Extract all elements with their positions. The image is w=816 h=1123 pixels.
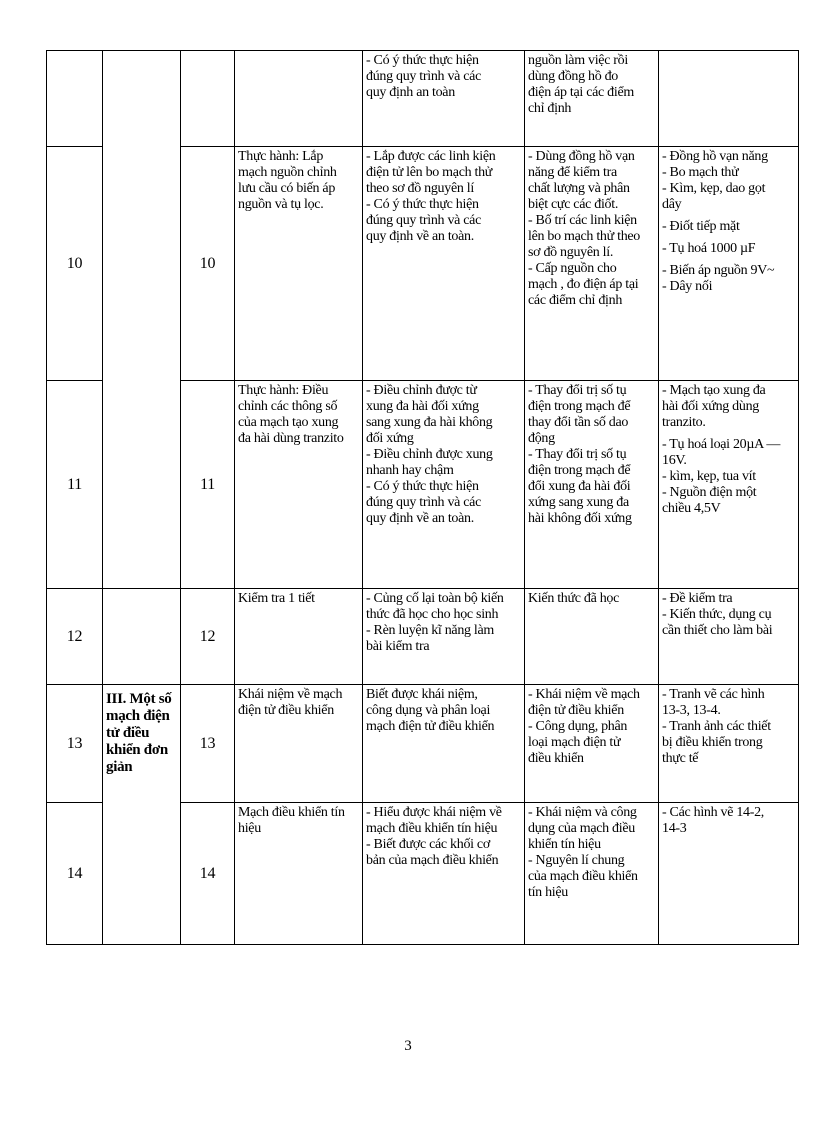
- cell-line: của mạch điều khiển: [528, 869, 638, 884]
- cell-line: - Kiến thức, dụng cụ: [662, 607, 772, 622]
- cell-line: lưu cầu có biến áp: [238, 181, 336, 196]
- cell-line: - Thay đổi trị số tụ: [528, 447, 627, 462]
- knowledge-cell: [525, 51, 659, 147]
- cell-line: 16V.: [662, 453, 687, 468]
- cell-line: - Bo mạch thử: [662, 165, 739, 180]
- cell-line: điều khiển: [528, 751, 584, 766]
- stt-cell: 13: [47, 685, 103, 803]
- objectives-cell: [363, 147, 525, 381]
- cell-line: hiệu: [238, 821, 261, 836]
- cell-line: tranzito.: [662, 415, 706, 430]
- cell-line: - Điốt tiếp mặt: [662, 219, 740, 234]
- cell-line: mạch điện tử điều khiển: [366, 719, 495, 734]
- stt-cell: 11: [47, 381, 103, 589]
- cell-line: - Tranh vẽ các hình: [662, 687, 765, 702]
- cell-line: - kìm, kẹp, tua vít: [662, 469, 756, 484]
- cell-line: nguồn và tụ lọc.: [238, 197, 324, 212]
- cell-line: - Điều chỉnh được xung: [366, 447, 493, 462]
- cell-line: - Hiểu được khái niệm về: [366, 805, 502, 820]
- cell-line: đổi xung đa hài đối: [528, 479, 631, 494]
- cell-line: - Nguyên lí chung: [528, 853, 625, 868]
- table-row: [47, 589, 799, 685]
- tiet-cell: 11: [181, 381, 235, 589]
- cell-line: điện trong mạch để: [528, 399, 631, 414]
- knowledge-cell: [525, 381, 659, 589]
- cell-line: - Biến áp nguồn 9V~: [662, 263, 775, 278]
- cell-line: Khái niệm về mạch: [238, 687, 343, 702]
- cell-line: xứng sang xung đa: [528, 495, 629, 510]
- cell-line: - Đề kiểm tra: [662, 591, 733, 606]
- cell-line: chất lượng và phân: [528, 181, 630, 196]
- cell-line: bị điều khiển trong: [662, 735, 763, 750]
- objectives-cell: [363, 685, 525, 803]
- equipment-cell: [659, 803, 799, 945]
- cell-line: cần thiết cho làm bài: [662, 623, 773, 638]
- cell-line: - Tranh ảnh các thiết: [662, 719, 771, 734]
- cell-line: - Công dụng, phân: [528, 719, 628, 734]
- cell-line: theo sơ đồ nguyên lí: [366, 181, 474, 196]
- tiet-cell: [181, 51, 235, 147]
- objectives-cell: [363, 803, 525, 945]
- chapter-line: giản: [106, 759, 133, 775]
- cell-line: điện áp tại các điểm: [528, 85, 634, 100]
- cell-line: 13-3, 13-4.: [662, 703, 721, 718]
- cell-line: nguồn làm việc rồi: [528, 53, 628, 68]
- cell-line: quy định an toàn: [366, 85, 455, 100]
- cell-line: đối xứng: [366, 431, 414, 446]
- cell-line: - Khái niệm và công: [528, 805, 637, 820]
- cell-line: động: [528, 431, 555, 446]
- cell-line: Thực hành: Điều: [238, 383, 329, 398]
- objectives-cell: [363, 589, 525, 685]
- cell-line: - Tụ hoá 1000 µF: [662, 241, 756, 256]
- cell-line: chỉnh các thông số: [238, 399, 338, 414]
- cell-line: các điểm chỉ định: [528, 293, 623, 308]
- cell-line: điện trong mạch để: [528, 463, 631, 478]
- cell-line: - Biết được các khối cơ: [366, 837, 490, 852]
- objectives-cell: [363, 51, 525, 147]
- cell-line: thực tế: [662, 751, 699, 766]
- cell-line: mạch điều khiển tín hiệu: [366, 821, 498, 836]
- cell-line: dùng đồng hồ đo: [528, 69, 619, 84]
- equipment-cell: [659, 147, 799, 381]
- cell-line: - Kìm, kẹp, dao gọt: [662, 181, 766, 196]
- cell-line: tín hiệu: [528, 885, 568, 900]
- cell-line: sang xung đa hài không: [366, 415, 493, 430]
- cell-line: đúng quy trình và các: [366, 495, 481, 510]
- cell-line: Kiểm tra 1 tiết: [238, 591, 315, 606]
- cell-line: dụng của mạch điều: [528, 821, 635, 836]
- lesson-cell: [235, 51, 363, 147]
- cell-line: sơ đồ nguyên lí.: [528, 245, 614, 260]
- tiet-cell: 13: [181, 685, 235, 803]
- knowledge-cell: [525, 685, 659, 803]
- cell-line: điện tử điều khiển: [528, 703, 624, 718]
- cell-line: hài không đối xứng: [528, 511, 632, 526]
- cell-line: quy định về an toàn.: [366, 511, 474, 526]
- page-number: 3: [404, 1038, 412, 1054]
- cell-line: Mạch điều khiển tín: [238, 805, 345, 820]
- cell-line: của mạch tạo xung: [238, 415, 339, 430]
- table-row: [47, 685, 799, 803]
- stt-cell: 10: [47, 147, 103, 381]
- cell-line: Thực hành: Lắp: [238, 149, 324, 164]
- cell-line: - Dây nối: [662, 279, 713, 294]
- chapter-cell: [103, 685, 181, 945]
- cell-line: - Có ý thức thực hiện: [366, 53, 479, 68]
- objectives-cell: [363, 381, 525, 589]
- stt-cell: 12: [47, 589, 103, 685]
- cell-line: - Các hình vẽ 14-2,: [662, 805, 764, 820]
- cell-line: thức đã học cho học sinh: [366, 607, 499, 622]
- chapter-line: tử điều: [106, 725, 150, 741]
- cell-line: dây: [662, 197, 682, 212]
- cell-line: khiển tín hiệu: [528, 837, 601, 852]
- lesson-cell: [235, 685, 363, 803]
- cell-line: đúng quy trình và các: [366, 69, 481, 84]
- cell-line: điện tử lên bo mạch thử: [366, 165, 493, 180]
- cell-line: - Có ý thức thực hiện: [366, 197, 479, 212]
- cell-line: chỉ định: [528, 101, 572, 116]
- cell-line: - Lắp được các linh kiện: [366, 149, 496, 164]
- cell-line: quy định về an toàn.: [366, 229, 474, 244]
- cell-line: thay đổi tần số dao: [528, 415, 629, 430]
- cell-line: Biết được khái niệm,: [366, 687, 478, 702]
- cell-line: loại mạch điện tử: [528, 735, 621, 750]
- chapter-line: khiển đơn: [106, 742, 168, 758]
- knowledge-cell: [525, 147, 659, 381]
- tiet-cell: 10: [181, 147, 235, 381]
- cell-line: 14-3: [662, 821, 687, 836]
- cell-line: - Điều chỉnh được từ: [366, 383, 477, 398]
- chapter-cell-empty: [103, 51, 181, 589]
- cell-line: Kiến thức đã học: [528, 591, 620, 606]
- cell-line: - Rèn luyện kĩ năng làm: [366, 623, 495, 638]
- equipment-cell: [659, 51, 799, 147]
- tiet-cell: 14: [181, 803, 235, 945]
- cell-line: đa hài dùng tranzito: [238, 431, 344, 446]
- cell-line: điện tử điều khiển: [238, 703, 334, 718]
- cell-line: - Tụ hoá loại 20µA —: [662, 437, 781, 452]
- lesson-cell: [235, 803, 363, 945]
- cell-line: bài kiểm tra: [366, 639, 430, 654]
- tiet-cell: 12: [181, 589, 235, 685]
- equipment-cell: [659, 685, 799, 803]
- cell-line: mạch nguồn chỉnh: [238, 165, 337, 180]
- cell-line: hài đối xứng dùng: [662, 399, 759, 414]
- cell-line: - Có ý thức thực hiện: [366, 479, 479, 494]
- stt-cell: [47, 51, 103, 147]
- cell-line: nhanh hay chậm: [366, 463, 454, 478]
- cell-line: - Bố trí các linh kiện: [528, 213, 637, 228]
- cell-line: - Khái niệm về mạch: [528, 687, 640, 702]
- knowledge-cell: [525, 589, 659, 685]
- cell-line: đúng quy trình và các: [366, 213, 481, 228]
- chapter-line: mạch điện: [106, 708, 170, 724]
- chapter-line: III. Một số: [106, 691, 172, 707]
- table-row: [47, 51, 799, 147]
- lesson-cell: [235, 381, 363, 589]
- cell-line: mạch , đo điện áp tại: [528, 277, 639, 292]
- cell-line: - Thay đổi trị số tụ: [528, 383, 627, 398]
- stt-cell: 14: [47, 803, 103, 945]
- chapter-cell-empty: [103, 589, 181, 685]
- equipment-cell: [659, 589, 799, 685]
- cell-line: - Đồng hồ vạn năng: [662, 149, 768, 164]
- cell-line: - Mạch tạo xung đa: [662, 383, 766, 398]
- cell-line: năng để kiểm tra: [528, 165, 617, 180]
- cell-line: chiều 4,5V: [662, 501, 721, 516]
- cell-line: xung đa hài đối xứng: [366, 399, 479, 414]
- equipment-cell: [659, 381, 799, 589]
- cell-line: - Cấp nguồn cho: [528, 261, 617, 276]
- cell-line: bản của mạch điều khiển: [366, 853, 499, 868]
- cell-line: - Nguồn điện một: [662, 485, 757, 500]
- cell-line: lên bo mạch thử theo: [528, 229, 641, 244]
- knowledge-cell: [525, 803, 659, 945]
- lesson-plan-table: [46, 50, 799, 945]
- cell-line: công dụng và phân loại: [366, 703, 491, 718]
- cell-line: - Dùng đồng hồ vạn: [528, 149, 635, 164]
- lesson-cell: [235, 589, 363, 685]
- cell-line: - Củng cố lại toàn bộ kiến: [366, 591, 504, 606]
- lesson-cell: [235, 147, 363, 381]
- cell-line: biệt cực các điốt.: [528, 197, 619, 212]
